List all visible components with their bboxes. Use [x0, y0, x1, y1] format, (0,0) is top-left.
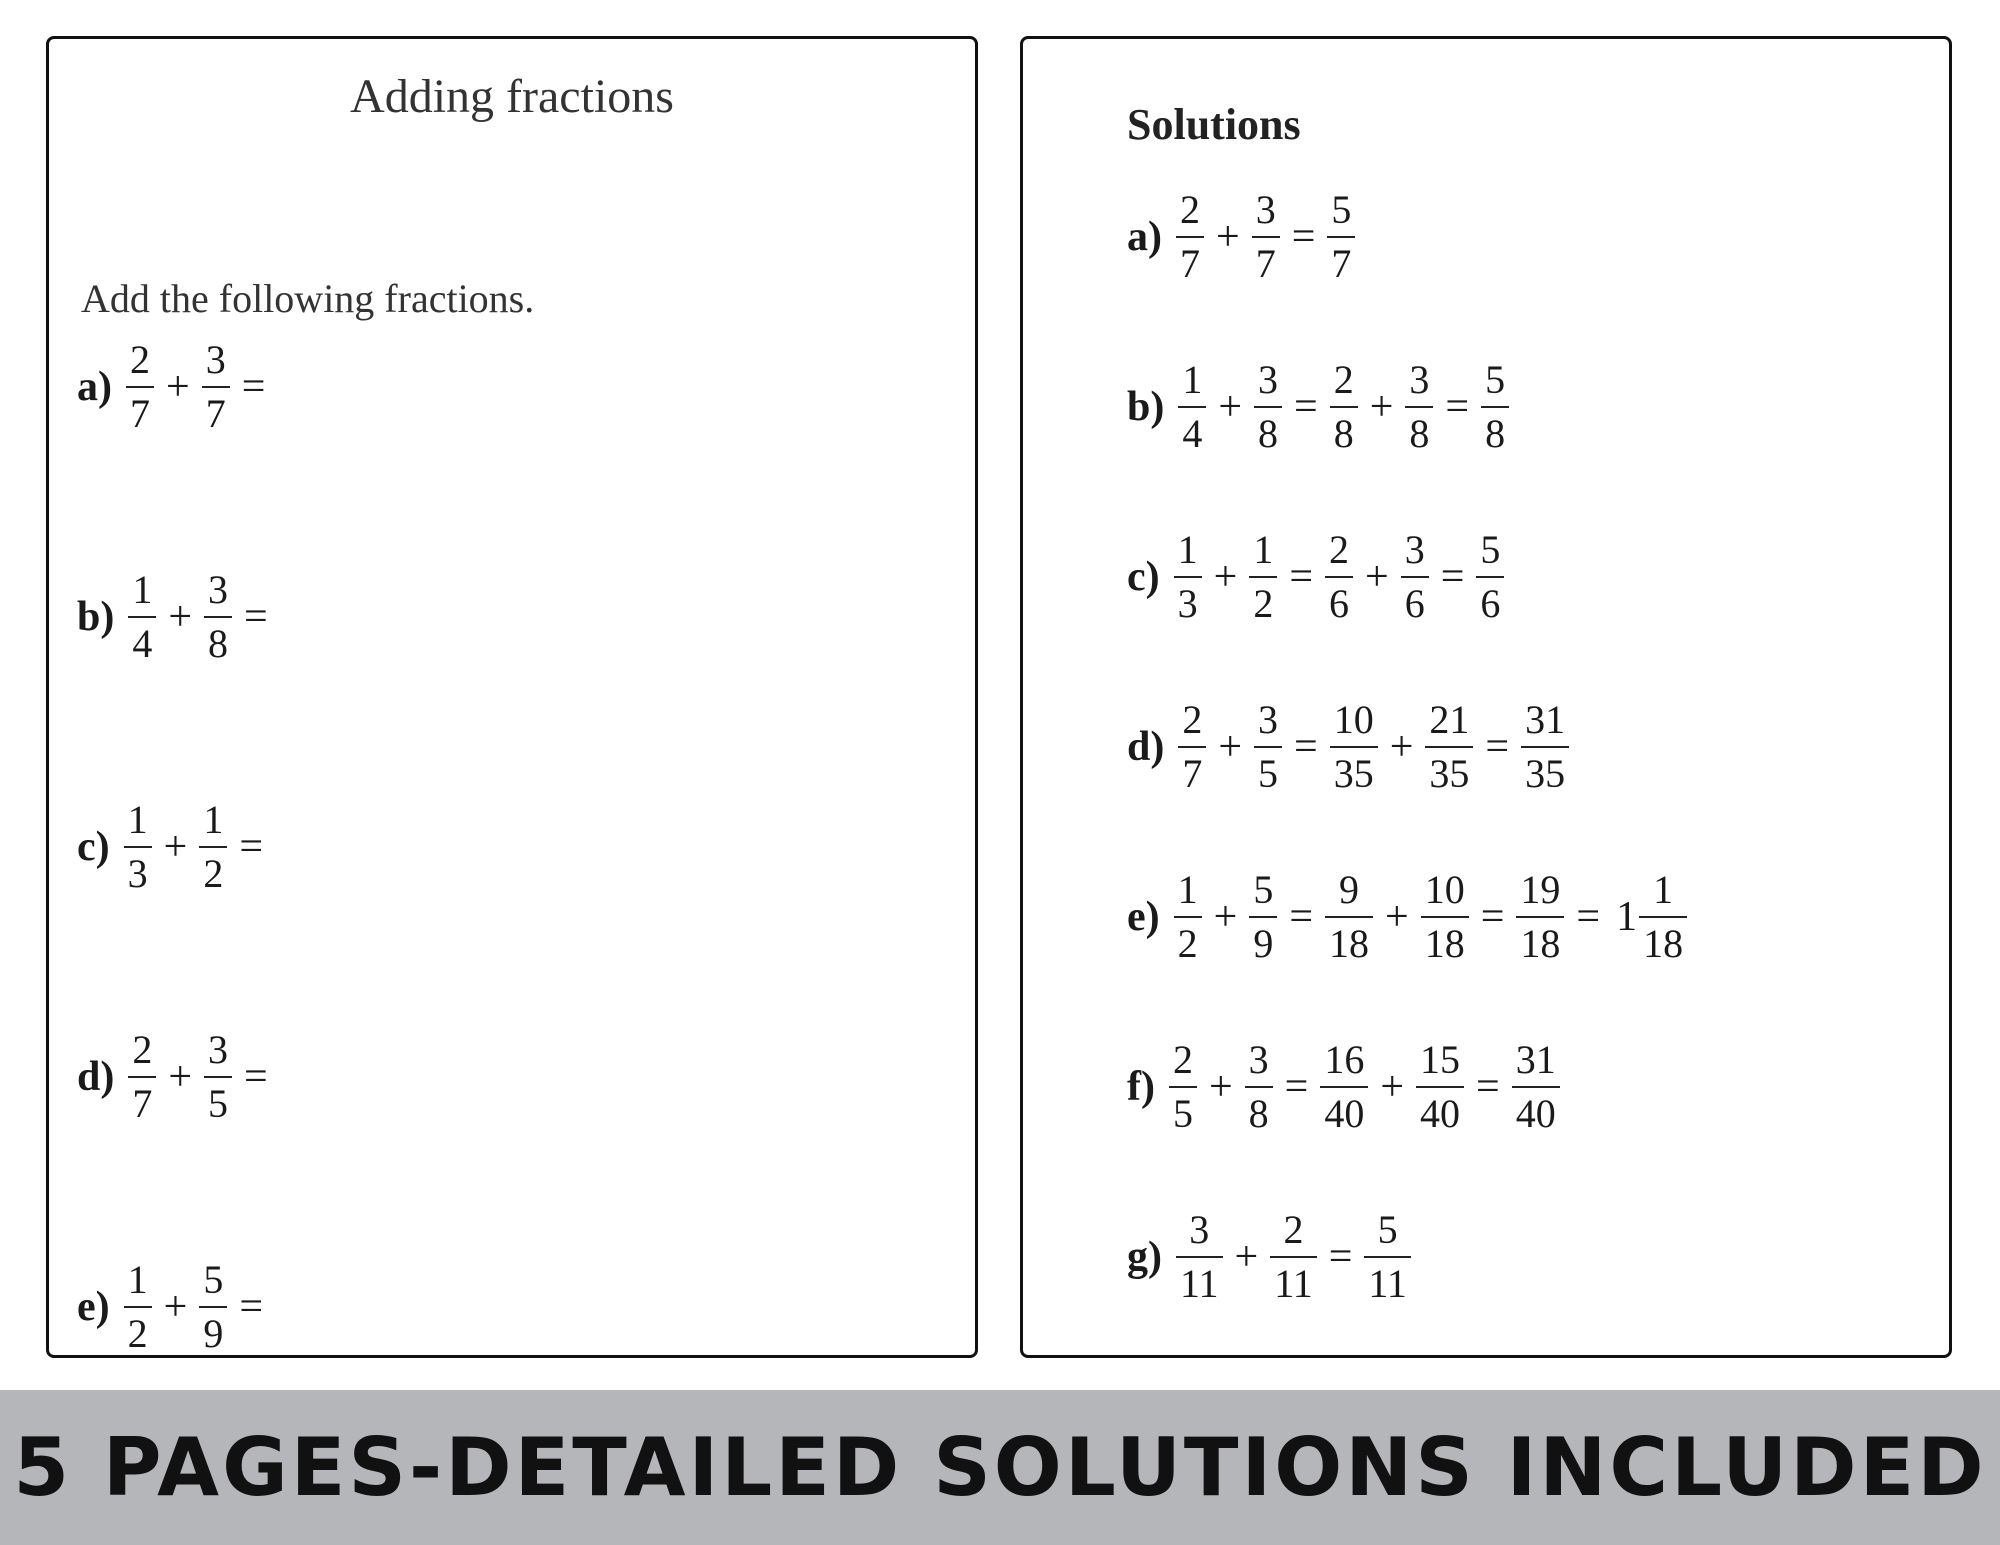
- operator: =: [1576, 894, 1601, 940]
- operator: +: [1208, 1064, 1233, 1110]
- fraction: [1252, 187, 1280, 286]
- solutions-page: [1020, 36, 1952, 1358]
- fraction: [1476, 527, 1504, 626]
- denominator: 2: [1249, 576, 1277, 624]
- denominator: 5: [1169, 1086, 1197, 1134]
- operator: +: [166, 364, 190, 410]
- numerator: 16: [1324, 1037, 1365, 1082]
- promo-banner: [0, 1390, 2000, 1545]
- numerator: 10: [1333, 697, 1374, 742]
- problem-label: b): [77, 594, 115, 640]
- operator: +: [1213, 894, 1238, 940]
- denominator: 7: [128, 1076, 156, 1124]
- fraction: [1254, 697, 1282, 796]
- solution-row: [1127, 529, 1504, 625]
- operator: +: [1218, 724, 1243, 770]
- denominator: 6: [1325, 576, 1353, 624]
- fraction: [199, 797, 227, 896]
- problem-row: [77, 339, 277, 435]
- fraction: [1521, 697, 1569, 796]
- solution-row: [1127, 869, 1687, 965]
- denominator: 8: [1245, 1086, 1273, 1134]
- operator: +: [1213, 554, 1238, 600]
- operator: =: [239, 1284, 264, 1330]
- problem-row: [77, 1029, 280, 1125]
- solution-row: [1127, 699, 1569, 795]
- numerator: 3: [1258, 357, 1279, 402]
- operator: +: [168, 594, 193, 640]
- fraction: [1254, 357, 1282, 456]
- operator: +: [1234, 1234, 1259, 1280]
- denominator: 9: [1249, 916, 1277, 964]
- numerator: 2: [1180, 187, 1200, 232]
- problem-row: [77, 569, 280, 665]
- fraction: [1325, 867, 1373, 966]
- denominator: 40: [1416, 1086, 1464, 1134]
- banner-text: 5 PAGES-DETAILED SOLUTIONS INCLUDED: [13, 1421, 1987, 1514]
- problem-label: d): [1127, 724, 1165, 770]
- problem-row: [77, 1259, 275, 1355]
- numerator: 5: [1253, 867, 1274, 912]
- fraction: [126, 337, 154, 436]
- fraction: [1178, 697, 1206, 796]
- operator: +: [163, 1284, 188, 1330]
- problem-label: e): [1127, 894, 1160, 940]
- numerator: 1: [132, 567, 153, 612]
- operator: +: [1380, 1064, 1405, 1110]
- problem-label: a): [77, 364, 112, 410]
- solution-row: [1127, 189, 1355, 285]
- problem-label: c): [1127, 554, 1160, 600]
- denominator: 5: [204, 1076, 232, 1124]
- numerator: 2: [1333, 357, 1354, 402]
- numerator: 3: [208, 1027, 229, 1072]
- worksheet-page: [46, 36, 978, 1358]
- numerator: 1: [1177, 867, 1198, 912]
- problem-label: e): [77, 1284, 110, 1330]
- numerator: 2: [1283, 1207, 1304, 1252]
- operator: +: [1385, 894, 1409, 940]
- denominator: 35: [1425, 746, 1473, 794]
- numerator: 10: [1424, 867, 1465, 912]
- operator: +: [1369, 384, 1394, 430]
- fraction: [1416, 1037, 1464, 1136]
- fraction: [124, 1257, 152, 1356]
- numerator: 1: [127, 797, 148, 842]
- fraction: [128, 567, 156, 666]
- numerator: 2: [1329, 527, 1350, 572]
- denominator: 18: [1639, 916, 1687, 964]
- denominator: 40: [1320, 1086, 1368, 1134]
- numerator: 5: [1485, 357, 1506, 402]
- numerator: 2: [1172, 1037, 1193, 1082]
- numerator: 2: [130, 337, 150, 382]
- operator: =: [1291, 214, 1316, 260]
- problem-row: [77, 799, 275, 895]
- fraction: [1245, 1037, 1273, 1136]
- numerator: 3: [205, 337, 226, 382]
- operator: =: [1440, 554, 1465, 600]
- operator: =: [1480, 894, 1505, 940]
- fraction: [204, 1027, 232, 1126]
- problem-label: f): [1127, 1064, 1155, 1110]
- numerator: 3: [1409, 357, 1430, 402]
- denominator: 35: [1330, 746, 1378, 794]
- numerator: 3: [1255, 187, 1276, 232]
- denominator: 35: [1521, 746, 1569, 794]
- denominator: 8: [1254, 406, 1282, 454]
- fraction: [1330, 357, 1358, 456]
- numerator: 3: [1189, 1207, 1210, 1252]
- fraction: [1176, 187, 1204, 286]
- worksheet-title: Adding fractions: [350, 70, 674, 123]
- denominator: 3: [1174, 576, 1202, 624]
- numerator: 2: [1182, 697, 1203, 742]
- problem-label: c): [77, 824, 110, 870]
- problem-label: a): [1127, 214, 1162, 260]
- denominator: 18: [1421, 916, 1469, 964]
- operator: =: [1294, 384, 1318, 430]
- denominator: 5: [1254, 746, 1282, 794]
- denominator: 11: [1176, 1256, 1223, 1304]
- fraction: [1516, 867, 1564, 966]
- denominator: 7: [202, 386, 230, 434]
- solution-row: [1127, 359, 1509, 455]
- fraction: [1364, 1207, 1411, 1306]
- fraction: [1249, 867, 1277, 966]
- denominator: 2: [124, 1306, 152, 1354]
- denominator: 4: [1178, 406, 1206, 454]
- numerator: 5: [1480, 527, 1501, 572]
- fraction: [1176, 1207, 1223, 1306]
- operator: +: [168, 1054, 193, 1100]
- operator: =: [1476, 1064, 1500, 1110]
- fraction: [1270, 1207, 1317, 1306]
- fraction: [1174, 867, 1202, 966]
- numerator: 5: [1331, 187, 1352, 232]
- operator: =: [244, 594, 268, 640]
- fraction: [1169, 1037, 1197, 1136]
- problem-label: b): [1127, 384, 1165, 430]
- numerator: 3: [208, 567, 229, 612]
- numerator: 1: [1177, 527, 1198, 572]
- operator: =: [241, 364, 266, 410]
- fraction: [1405, 357, 1433, 456]
- denominator: 18: [1516, 916, 1564, 964]
- fraction: [124, 797, 152, 896]
- fraction: [1320, 1037, 1368, 1136]
- denominator: 3: [124, 846, 152, 894]
- problem-label: d): [77, 1054, 115, 1100]
- denominator: 18: [1325, 916, 1373, 964]
- fraction: [1327, 187, 1355, 286]
- fraction: [1249, 527, 1277, 626]
- fraction: [204, 567, 232, 666]
- fraction: [1421, 867, 1469, 966]
- denominator: 7: [1176, 236, 1204, 284]
- fraction: [202, 337, 230, 436]
- solutions-title: Solutions: [1127, 100, 1301, 149]
- fraction: [1401, 527, 1429, 626]
- fraction: [1174, 527, 1202, 626]
- fraction: [1425, 697, 1473, 796]
- denominator: 9: [199, 1306, 227, 1354]
- worksheet-instructions: Add the following fractions.: [81, 276, 535, 321]
- denominator: 6: [1476, 576, 1504, 624]
- operator: =: [1289, 894, 1314, 940]
- denominator: 8: [204, 616, 232, 664]
- denominator: 8: [1330, 406, 1358, 454]
- operator: =: [1294, 724, 1318, 770]
- fraction: [1481, 357, 1509, 456]
- numerator: 3: [1404, 527, 1425, 572]
- whole-number: 1: [1616, 894, 1638, 940]
- fraction: [1512, 1037, 1560, 1136]
- operator: =: [1485, 724, 1510, 770]
- denominator: 7: [1252, 236, 1280, 284]
- operator: =: [1328, 1234, 1353, 1280]
- numerator: 19: [1520, 867, 1561, 912]
- denominator: 8: [1405, 406, 1433, 454]
- denominator: 4: [128, 616, 156, 664]
- operator: +: [1216, 214, 1240, 260]
- numerator: 1: [1182, 357, 1203, 402]
- operator: =: [1445, 384, 1470, 430]
- operator: +: [1389, 724, 1414, 770]
- fraction: [1639, 867, 1687, 966]
- denominator: 6: [1401, 576, 1429, 624]
- denominator: 2: [199, 846, 227, 894]
- numerator: 31: [1525, 697, 1566, 742]
- numerator: 31: [1515, 1037, 1556, 1082]
- denominator: 11: [1364, 1256, 1411, 1304]
- solution-row: [1127, 1039, 1560, 1135]
- numerator: 1: [203, 797, 224, 842]
- fraction: [199, 1257, 227, 1356]
- operator: =: [1284, 1064, 1309, 1110]
- denominator: 7: [1327, 236, 1355, 284]
- numerator: 1: [127, 1257, 148, 1302]
- operator: +: [163, 824, 188, 870]
- problem-label: g): [1127, 1234, 1162, 1280]
- numerator: 3: [1258, 697, 1279, 742]
- numerator: 15: [1420, 1037, 1461, 1082]
- solution-row: [1127, 1209, 1411, 1305]
- numerator: 2: [132, 1027, 153, 1072]
- numerator: 9: [1339, 867, 1360, 912]
- denominator: 8: [1481, 406, 1509, 454]
- numerator: 3: [1248, 1037, 1269, 1082]
- denominator: 2: [1174, 916, 1202, 964]
- fraction: [1178, 357, 1206, 456]
- numerator: 21: [1429, 697, 1470, 742]
- operator: =: [1289, 554, 1314, 600]
- denominator: 11: [1270, 1256, 1317, 1304]
- operator: +: [1365, 554, 1389, 600]
- operator: =: [239, 824, 264, 870]
- fraction: [1330, 697, 1378, 796]
- operator: +: [1218, 384, 1243, 430]
- denominator: 40: [1512, 1086, 1560, 1134]
- numerator: 1: [1653, 867, 1674, 912]
- numerator: 5: [1377, 1207, 1398, 1252]
- numerator: 5: [203, 1257, 224, 1302]
- numerator: 1: [1253, 527, 1274, 572]
- fraction: [1325, 527, 1353, 626]
- operator: =: [244, 1054, 268, 1100]
- fraction: [128, 1027, 156, 1126]
- denominator: 7: [1178, 746, 1206, 794]
- denominator: 7: [126, 386, 154, 434]
